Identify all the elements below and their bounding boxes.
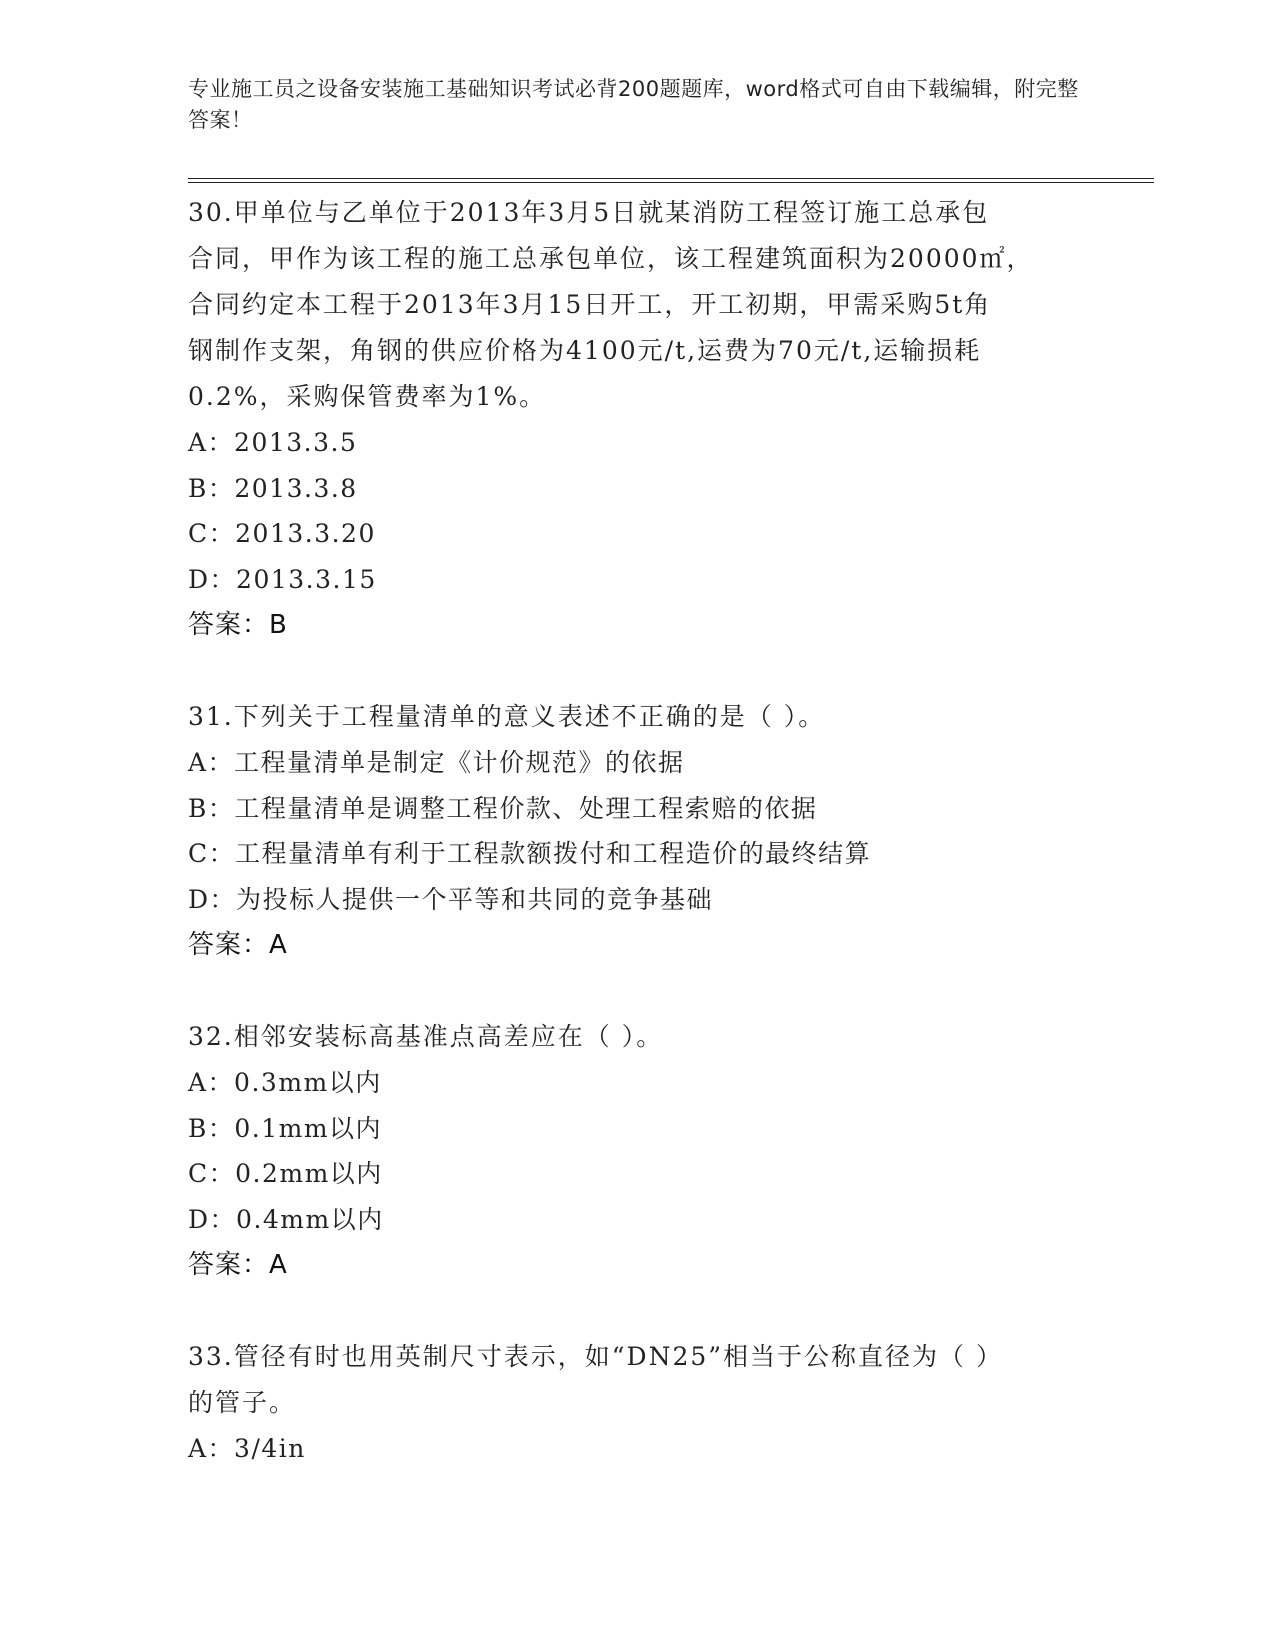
- option-d: D：为投标人提供一个平等和共同的竞争基础: [188, 884, 714, 914]
- option-d: D：0.4mm以内: [188, 1204, 384, 1234]
- option-b: B：0.1mm以内: [188, 1113, 383, 1143]
- answer-label: 答案：A: [188, 1250, 288, 1280]
- option-c: C：工程量清单有利于工程款额拨付和工程造价的最终结算: [188, 839, 872, 868]
- question-30: [188, 190, 1088, 648]
- question-31: [188, 694, 1088, 968]
- question-text: 32.相邻安装标高基准点高差应在（ ）。: [188, 1022, 664, 1051]
- option-c: C：0.2mm以内: [188, 1159, 383, 1188]
- question-text: 30.甲单位与乙单位于2013年3月5日就某消防工程签订施工总承包 合同，甲作为该工程的施工总承包单位，该工程建筑面积为20000㎡， 合同约定本工程于2013年3月15日开工，开工初期，甲需采购5t角 钢制作支架，角钢的供应价格为4100元/t,运费为70元/t,运输损耗 0.2%，采购保管费率为1%。: [188, 198, 1034, 411]
- header-divider-thick: [188, 178, 1154, 179]
- question-text: 33.管径有时也用英制尺寸表示，如“DN25”相当于公称直径为（ ） 的管子。: [188, 1342, 1003, 1417]
- question-text: 31.下列关于工程量清单的意义表述不正确的是（ ）。: [188, 702, 826, 731]
- option-c: C：2013.3.20: [188, 519, 376, 548]
- option-a: A：0.3mm以内: [188, 1068, 382, 1097]
- option-d: D：2013.3.15: [188, 564, 377, 594]
- question-list: [188, 190, 1088, 1518]
- answer-label: 答案：A: [188, 930, 288, 960]
- option-b: B：工程量清单是调整工程价款、处理工程索赔的依据: [188, 793, 818, 823]
- option-a: A：3/4in: [188, 1434, 306, 1463]
- question-32: [188, 1014, 1088, 1288]
- document-header: 专业施工员之设备安装施工基础知识考试必背200题题库，word格式可自由下载编辑，附完整答案！: [188, 77, 1079, 132]
- option-b: B：2013.3.8: [188, 473, 358, 503]
- header-divider-thin: [188, 182, 1154, 183]
- option-a: A：2013.3.5: [188, 428, 358, 457]
- question-33: [188, 1334, 1088, 1472]
- option-a: A：工程量清单是制定《计价规范》的依据: [188, 748, 685, 777]
- answer-label: 答案：B: [188, 610, 288, 640]
